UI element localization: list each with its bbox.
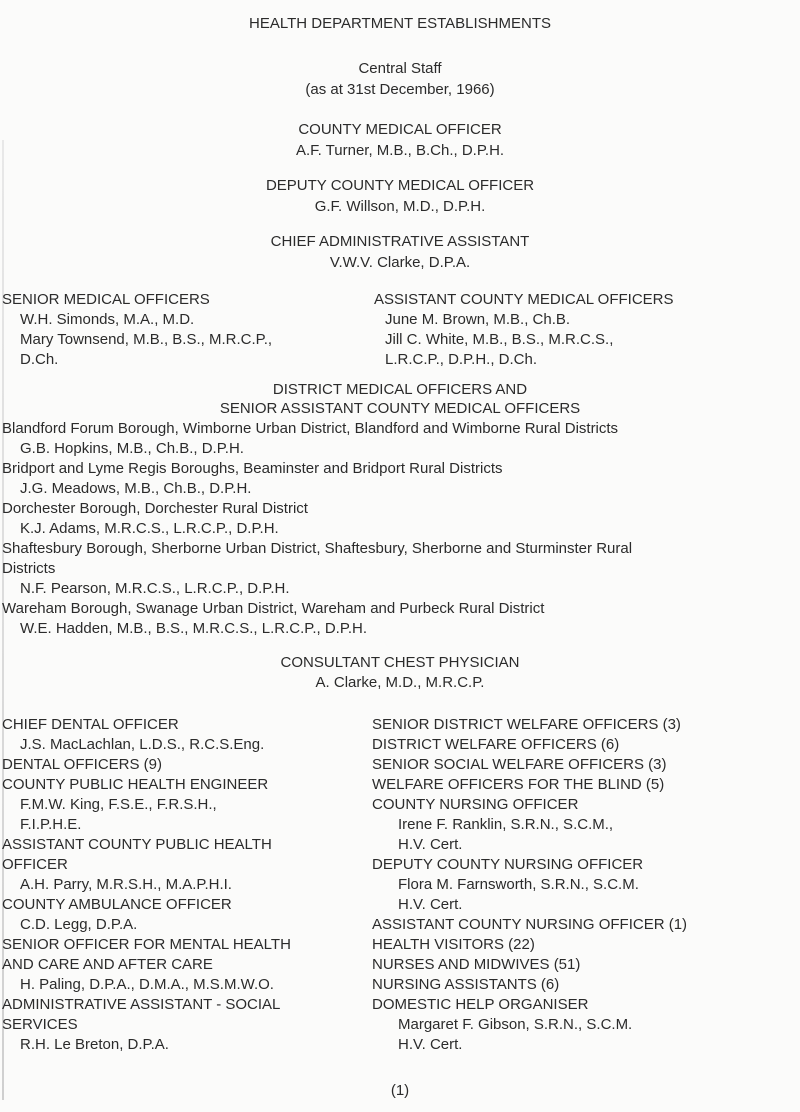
acmo-line: Jill C. White, M.B., B.S., M.R.C.S., xyxy=(385,331,614,348)
dmo-heading: DISTRICT MEDICAL OFFICERS AND xyxy=(272,381,528,398)
left-col-line: SERVICES xyxy=(2,1016,78,1033)
left-col-line: J.S. MacLachlan, L.D.S., R.C.S.Eng. xyxy=(20,736,265,753)
right-col-line: Margaret F. Gibson, S.R.N., S.C.M. xyxy=(398,1016,633,1033)
dmo-officer: G.B. Hopkins, M.B., Ch.B., D.P.H. xyxy=(20,440,244,457)
left-col-line: ADMINISTRATIVE ASSISTANT - SOCIAL xyxy=(2,996,281,1013)
acmo-heading: ASSISTANT COUNTY MEDICAL OFFICERS xyxy=(374,291,674,308)
left-col-line: A.H. Parry, M.R.S.H., M.A.P.H.I. xyxy=(20,876,232,893)
left-col-line: R.H. Le Breton, D.P.A. xyxy=(20,1036,169,1053)
dmo-district: Bridport and Lyme Regis Boroughs, Beaminster and Bridport Rural Districts xyxy=(2,460,503,477)
smo-heading: SENIOR MEDICAL OFFICERS xyxy=(2,291,210,308)
dcmo-name: G.F. Willson, M.D., D.P.H. xyxy=(314,198,486,215)
right-col-line: H.V. Cert. xyxy=(398,836,463,853)
dmo-officer: J.G. Meadows, M.B., Ch.B., D.P.H. xyxy=(20,480,252,497)
right-col-line: SENIOR DISTRICT WELFARE OFFICERS (3) xyxy=(372,716,681,733)
cao-heading: CHIEF ADMINISTRATIVE ASSISTANT xyxy=(270,233,530,250)
cmo-name: A.F. Turner, M.B., B.Ch., D.P.H. xyxy=(295,142,505,159)
left-col-line: AND CARE AND AFTER CARE xyxy=(2,956,213,973)
dmo-district: Blandford Forum Borough, Wimborne Urban District, Blandford and Wimborne Rural Districts xyxy=(2,420,619,437)
central-staff-heading: Central Staff xyxy=(358,60,442,77)
right-col-line: DOMESTIC HELP ORGANISER xyxy=(372,996,589,1013)
right-col-line: Irene F. Ranklin, S.R.N., S.C.M., xyxy=(398,816,614,833)
cmo-heading: COUNTY MEDICAL OFFICER xyxy=(298,121,502,138)
dmo-district: Districts xyxy=(2,560,56,577)
as-at-date: (as at 31st December, 1966) xyxy=(305,81,495,98)
right-col-line: DEPUTY COUNTY NURSING OFFICER xyxy=(372,856,644,873)
right-col-line: H.V. Cert. xyxy=(398,896,463,913)
left-col-line: COUNTY AMBULANCE OFFICER xyxy=(2,896,232,913)
right-col-line: H.V. Cert. xyxy=(398,1036,463,1053)
left-col-line: DENTAL OFFICERS (9) xyxy=(2,756,163,773)
right-col-line: WELFARE OFFICERS FOR THE BLIND (5) xyxy=(372,776,665,793)
right-col-line: Flora M. Farnsworth, S.R.N., S.C.M. xyxy=(398,876,639,893)
right-col-line: NURSING ASSISTANTS (6) xyxy=(372,976,560,993)
right-col-line: HEALTH VISITORS (22) xyxy=(372,936,535,953)
right-col-line: COUNTY NURSING OFFICER xyxy=(372,796,579,813)
right-col-line: NURSES AND MIDWIVES (51) xyxy=(372,956,581,973)
left-col-line: F.I.P.H.E. xyxy=(20,816,82,833)
smo-line: W.H. Simonds, M.A., M.D. xyxy=(20,311,195,328)
ccp-heading: CONSULTANT CHEST PHYSICIAN xyxy=(280,654,520,671)
left-col-line: COUNTY PUBLIC HEALTH ENGINEER xyxy=(2,776,269,793)
ccp-name: A. Clarke, M.D., M.R.C.P. xyxy=(315,674,485,691)
left-col-line: CHIEF DENTAL OFFICER xyxy=(2,716,179,733)
acmo-line: L.R.C.P., D.P.H., D.Ch. xyxy=(385,351,537,368)
left-col-line: ASSISTANT COUNTY PUBLIC HEALTH xyxy=(2,836,272,853)
right-col-line: DISTRICT WELFARE OFFICERS (6) xyxy=(372,736,620,753)
left-col-line: H. Paling, D.P.A., D.M.A., M.S.M.W.O. xyxy=(20,976,274,993)
left-col-line: SENIOR OFFICER FOR MENTAL HEALTH xyxy=(2,936,291,953)
dcmo-heading: DEPUTY COUNTY MEDICAL OFFICER xyxy=(265,177,535,194)
acmo-line: June M. Brown, M.B., Ch.B. xyxy=(385,311,571,328)
dmo-officer: W.E. Hadden, M.B., B.S., M.R.C.S., L.R.C.P., D.P.H. xyxy=(20,620,368,637)
page-number: (1) xyxy=(390,1082,410,1099)
cao-name: V.W.V. Clarke, D.P.A. xyxy=(329,254,471,271)
dmo-district: Wareham Borough, Swanage Urban District, Wareham and Purbeck Rural District xyxy=(2,600,545,617)
dmo-officer: N.F. Pearson, M.R.C.S., L.R.C.P., D.P.H. xyxy=(20,580,290,597)
page-title: HEALTH DEPARTMENT ESTABLISHMENTS xyxy=(249,15,551,32)
smo-line: D.Ch. xyxy=(20,351,59,368)
smo-line: Mary Townsend, M.B., B.S., M.R.C.P., xyxy=(20,331,273,348)
right-col-line: SENIOR SOCIAL WELFARE OFFICERS (3) xyxy=(372,756,667,773)
left-col-line: C.D. Legg, D.P.A. xyxy=(20,916,138,933)
dmo-district: Shaftesbury Borough, Sherborne Urban District, Shaftesbury, Sherborne and Sturminster Rural xyxy=(2,540,633,557)
dmo-officer: K.J. Adams, M.R.C.S., L.R.C.P., D.P.H. xyxy=(20,520,279,537)
left-col-line: F.M.W. King, F.S.E., F.R.S.H., xyxy=(20,796,217,813)
dmo-heading: SENIOR ASSISTANT COUNTY MEDICAL OFFICERS xyxy=(219,400,581,417)
dmo-district: Dorchester Borough, Dorchester Rural District xyxy=(2,500,308,517)
left-col-line: OFFICER xyxy=(2,856,68,873)
right-col-line: ASSISTANT COUNTY NURSING OFFICER (1) xyxy=(372,916,688,933)
